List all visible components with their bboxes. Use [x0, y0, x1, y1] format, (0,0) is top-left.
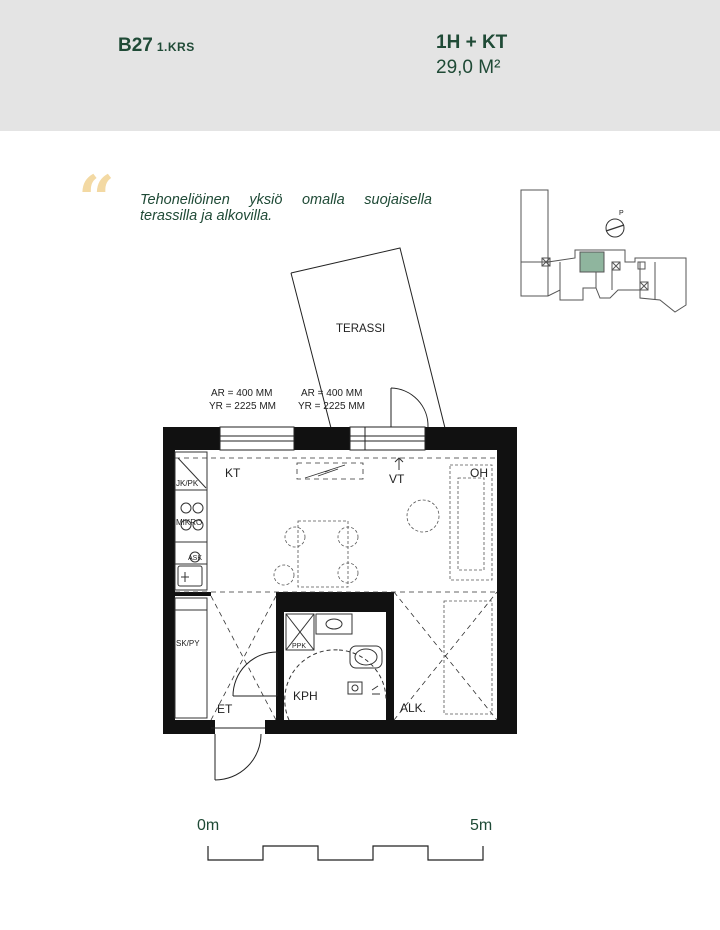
washer-label: PPK: [292, 643, 307, 650]
dishwasher-label: ASK: [188, 555, 203, 562]
scale-start: 0m: [197, 817, 220, 834]
wardrobe-label: SK/PY: [176, 639, 200, 648]
balcony-door: [391, 388, 428, 427]
window-1-yr: YR = 2225 MM: [209, 401, 276, 412]
fridge-label: JK/PK: [176, 479, 199, 488]
key-map-highlight: [580, 252, 604, 272]
exterior-walls: [163, 427, 517, 734]
floor-label: 1.KRS: [156, 40, 195, 54]
kitchen-vent-icon: [305, 465, 345, 478]
description-text: Tehoneliöinen yksiö omalla suojaisella terassilla ja alkovilla.: [140, 192, 432, 224]
room-bathroom: KPH: [293, 689, 318, 703]
terrace-label: TERASSI: [336, 323, 386, 335]
wardrobe: [175, 598, 207, 718]
north-arrow-icon: [604, 219, 626, 237]
room-entrance: ET: [217, 702, 233, 716]
north-label: P: [619, 210, 624, 217]
entrance-door: [211, 652, 277, 780]
apartment-code-text: B27: [118, 35, 153, 56]
window-2-yr: YR = 2225 MM: [298, 401, 365, 412]
bathroom-fixtures: [285, 614, 386, 720]
apartment-area: 29,0 M²: [436, 57, 501, 78]
apartment-type: 1H + KT: [436, 32, 508, 53]
window-1: [220, 427, 294, 450]
zone-lines: [175, 458, 497, 720]
scale-bar: [208, 846, 483, 860]
room-alcove: ALK.: [400, 701, 427, 715]
living-arrow-icon: [395, 458, 403, 470]
room-living: VT: [389, 472, 405, 486]
window-2: [350, 427, 425, 450]
dining-set: [274, 500, 439, 587]
sofa: [450, 465, 492, 580]
microwave-label: MIKRO: [176, 518, 203, 527]
quote-icon: “: [78, 162, 115, 237]
room-closet: OH: [470, 466, 488, 480]
alcove-bed: [444, 601, 492, 714]
scale-end: 5m: [470, 817, 493, 834]
window-2-ar: AR = 400 MM: [301, 388, 363, 399]
key-map: [521, 190, 686, 312]
window-1-ar: AR = 400 MM: [211, 388, 273, 399]
room-kitchen: KT: [225, 466, 241, 480]
